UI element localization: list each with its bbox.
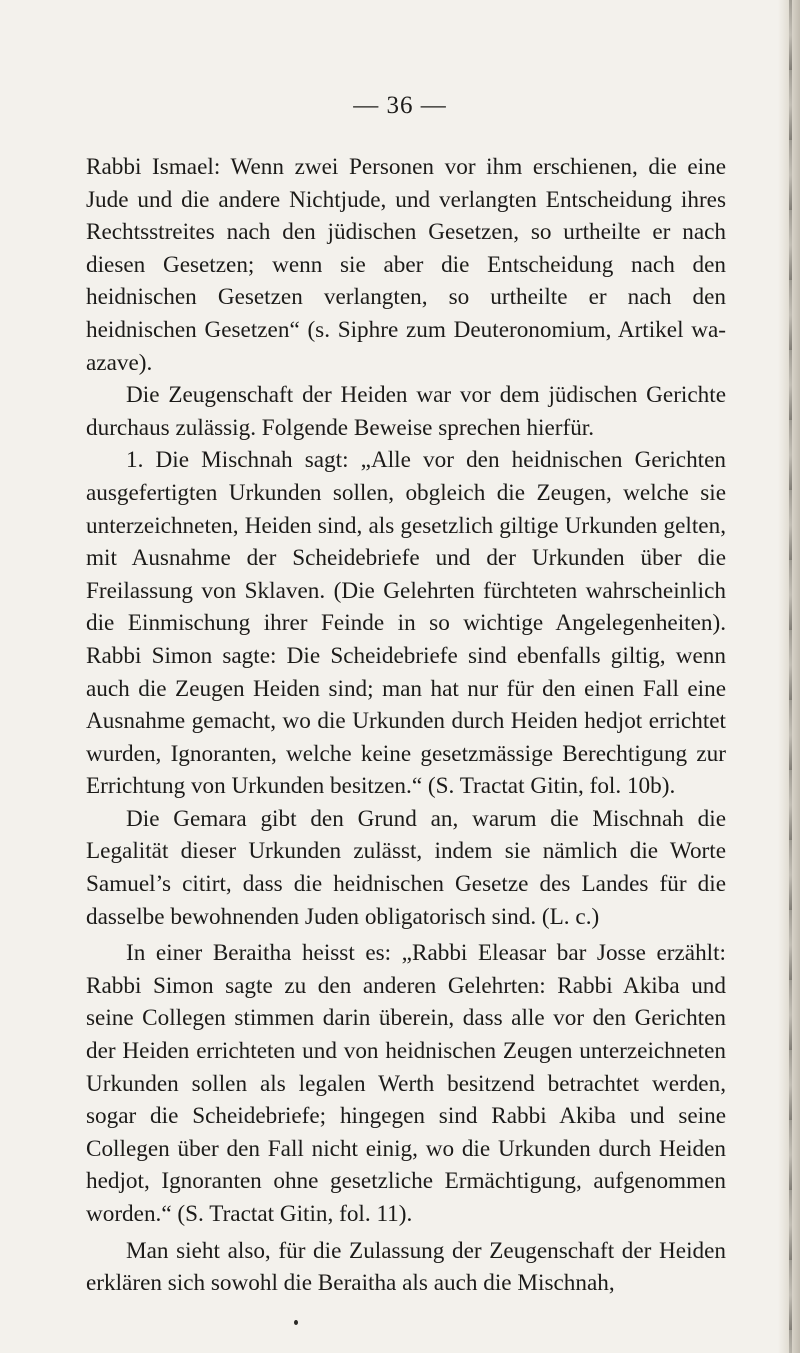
page-edge-line (789, 0, 792, 1353)
body-text (86, 151, 726, 1300)
ink-speck (294, 1320, 298, 1325)
paragraph-5: In einer Beraitha heisst es: „Rabbi Eleasar bar Josse erzählt: Rabbi Simon sagte zu den anderen Gelehrten: Rabbi Akiba und seine Collegen stimmen darin überein, dass alle vor den Gerichten der Heiden errichteten und von heidnischen Zeugen unterzeichneten Urkunden sollen als legalen Werth besitzend betrachtet werden, sogar die Scheidebriefe; hingegen sind Rabbi Akiba und seine Collegen über den Fall nicht einig, wo die Urkunden durch Heiden hedjot, Ignoranten ohne gesetzliche Ermächtigung, aufgenommen worden.“ (S. Tractat Gitin, fol. 11). (86, 940, 726, 1227)
paragraph-2: Die Zeugenschaft der Heiden war vor dem jüdischen Gerichte durchaus zulässig. Folgende Beweise sprechen hierfür. (86, 382, 726, 441)
page-number: — 36 — (353, 92, 447, 119)
paragraph-1: Rabbi Ismael: Wenn zwei Personen vor ihm erschienen, die eine Jude und die andere Nichtjude, und verlangten Entscheidung ihres Rechtsstreites nach den jüdischen Gesetzen, so urtheilte er nach diesen Gesetzen; wenn sie aber die Entscheidung nach den heidnischen Gesetzen verlangten, so urtheilte er nach den heidnischen Gesetzen“ (s. Siphre zum Deuteronomium, Artikel wa-azave). (86, 154, 726, 376)
paragraph-6: Man sieht also, für die Zulassung der Zeugenschaft der Heiden erklären sich sowohl die Beraitha als auch die Mischnah, (86, 1237, 726, 1297)
paragraph-4: Die Gemara gibt den Grund an, warum die Mischnah die Legalität dieser Urkunden zulässt, indem sie nämlich die Worte Samuel’s citirt, dass die heidnischen Gesetze des Landes für die dasselbe bewohnenden Juden obligatorisch sind. (L. c.) (86, 805, 726, 930)
paragraph-3: 1. Die Mischnah sagt: „Alle vor den heidnischen Gerichten ausgefertigten Urkunden sollen, obgleich die Zeugen, welche sie unterzeichneten, Heiden sind, als gesetzlich giltige Urkunden gelten, mit Ausnahme der Scheidebriefe und der Urkunden über die Freilassung von Sklaven. (Die Gelehrten fürchteten wahrscheinlich die Einmischung ihrer Feinde in so wichtige Angelegenheiten). Rabbi Simon sagte: Die Scheidebriefe sind ebenfalls giltig, wenn auch die Zeugen Heiden sind; man hat nur für den einen Fall eine Ausnahme gemacht, wo die Urkunden durch Heiden hedjot errichtet wurden, Ignoranten, welche keine gesetzmässige Berechtigung zur Errichtung von Urkunden besitzen.“ (S. Tractat Gitin, fol. 10b). (86, 447, 726, 800)
